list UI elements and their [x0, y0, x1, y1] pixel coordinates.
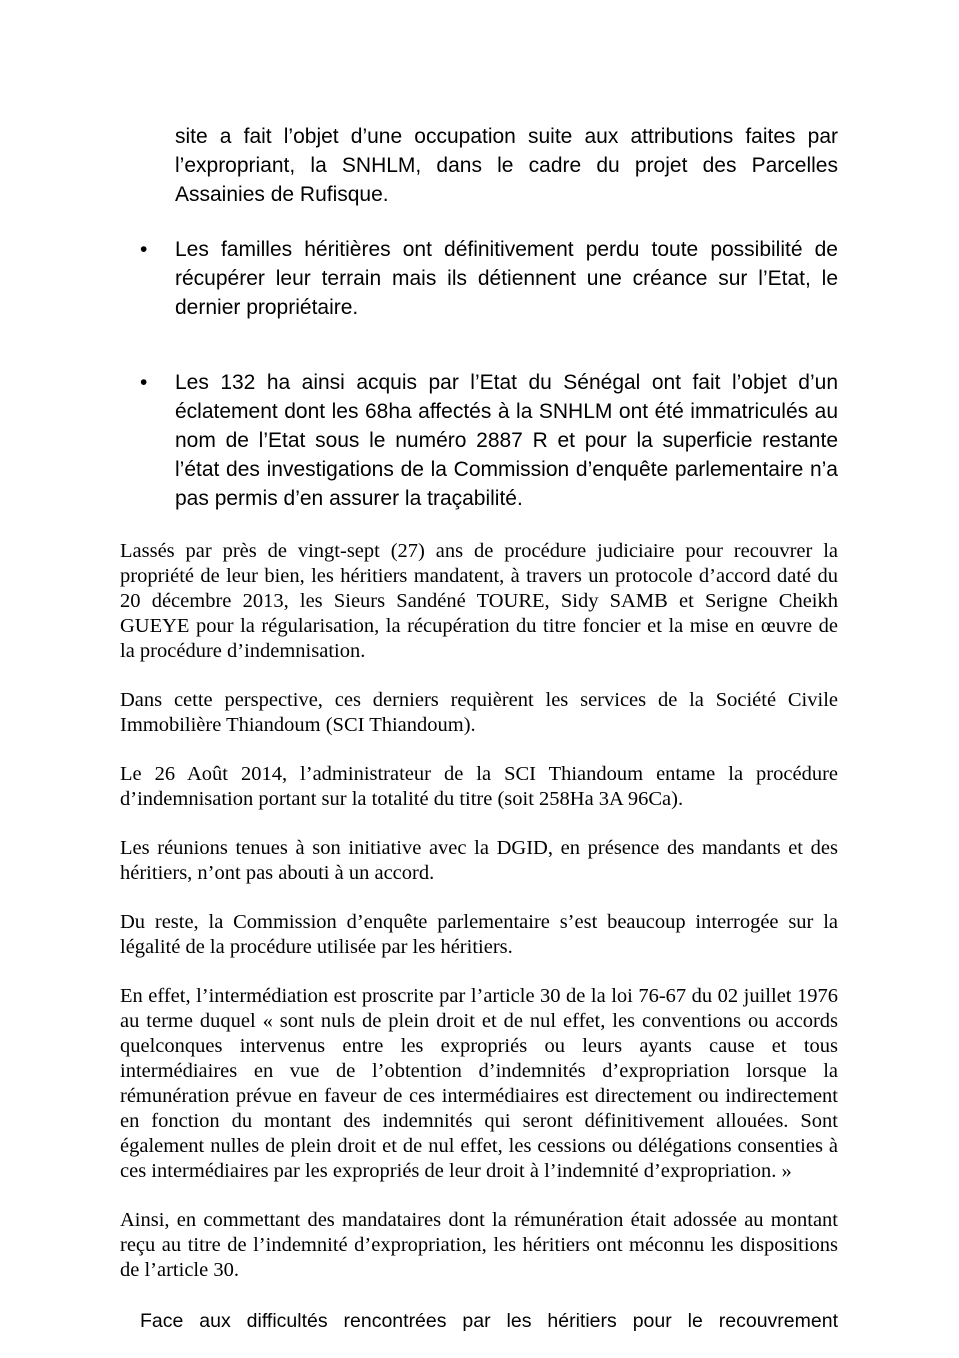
paragraph-closing-truncated: Face aux difficultés rencontrées par les héritiers pour le recouvrement [140, 1310, 838, 1332]
body-paragraph-quote-article-30: En effet, l’intermédiation est proscrite par l’article 30 de la loi 76-67 du 02 juillet 1976 au terme duquel « sont nuls de plein droit et de nul effet, les conventions ou accords quelconques intervenus entre les expropriés ou leurs ayants cause et tous intermédiaires en vue de l’obtention d’indemnités d’expropriation lorsque la rémunération prévue en faveur de ces intermédiaires est directement ou indirectement en fonction du montant des indemnités qui seront définitivement allouées. Sont également nulles de plein droit et de nul effet, les cessions ou délégations consenties à ces intermédiaires par les expropriés de leur droit à l’indemnité d’expropriation. » [120, 985, 838, 1182]
bullet-text: Les familles héritières ont définitivement perdu toute possibilité de récupérer leur terrain mais ils détiennent une créance sur l’Etat, le dernier propriétaire. [175, 238, 838, 319]
body-paragraph: Le 26 Août 2014, l’administrateur de la SCI Thiandoum entame la procédure d’indemnisation portant sur la totalité du titre (soit 258Ha 3A 96Ca). [120, 763, 838, 810]
body-paragraph: Du reste, la Commission d’enquête parlementaire s’est beaucoup interrogée sur la légalité de la procédure utilisée par les héritiers. [120, 911, 838, 958]
body-paragraph: Les réunions tenues à son initiative avec la DGID, en présence des mandants et des héritiers, n’ont pas abouti à un accord. [120, 837, 838, 884]
body-paragraph: Lassés par près de vingt-sept (27) ans de procédure judiciaire pour recouvrer la propriété de leur bien, les héritiers mandatent, à travers un protocole d’accord daté du 20 décembre 2013, les Sieurs Sandéné TOURE, Sidy SAMB et Serigne Cheikh GUEYE pour la régularisation, la récupération du titre foncier et la mise en œuvre de la procédure d’indemnisation. [120, 540, 838, 662]
bullet-marker: • [140, 371, 148, 394]
body-paragraph: Dans cette perspective, ces derniers requièrent les services de la Société Civile Immobilière Thiandoum (SCI Thiandoum). [120, 689, 838, 736]
body-paragraph: Ainsi, en commettant des mandataires dont la rémunération était adossée au montant reçu au titre de l’indemnité d’expropriation, les héritiers ont méconnu les dispositions de l’article 30. [120, 1209, 838, 1281]
bullet-marker: • [140, 238, 148, 261]
bullet-item [120, 235, 838, 322]
paragraph-continuation: site a fait l’objet d’une occupation suite aux attributions faites par l’expropriant, la SNHLM, dans le cadre du projet des Parcelles Assainies de Rufisque. [175, 125, 838, 206]
bullet-text: Les 132 ha ainsi acquis par l’Etat du Sénégal ont fait l’objet d’un éclatement dont les 68ha affectés à la SNHLM ont été immatriculés au nom de l’Etat sous le numéro 2887 R et pour la superficie restante l’état des investigations de la Commission d’enquête parlementaire n’a pas permis d’en assurer la traçabilité. [175, 371, 838, 510]
bullet-item [120, 368, 838, 513]
